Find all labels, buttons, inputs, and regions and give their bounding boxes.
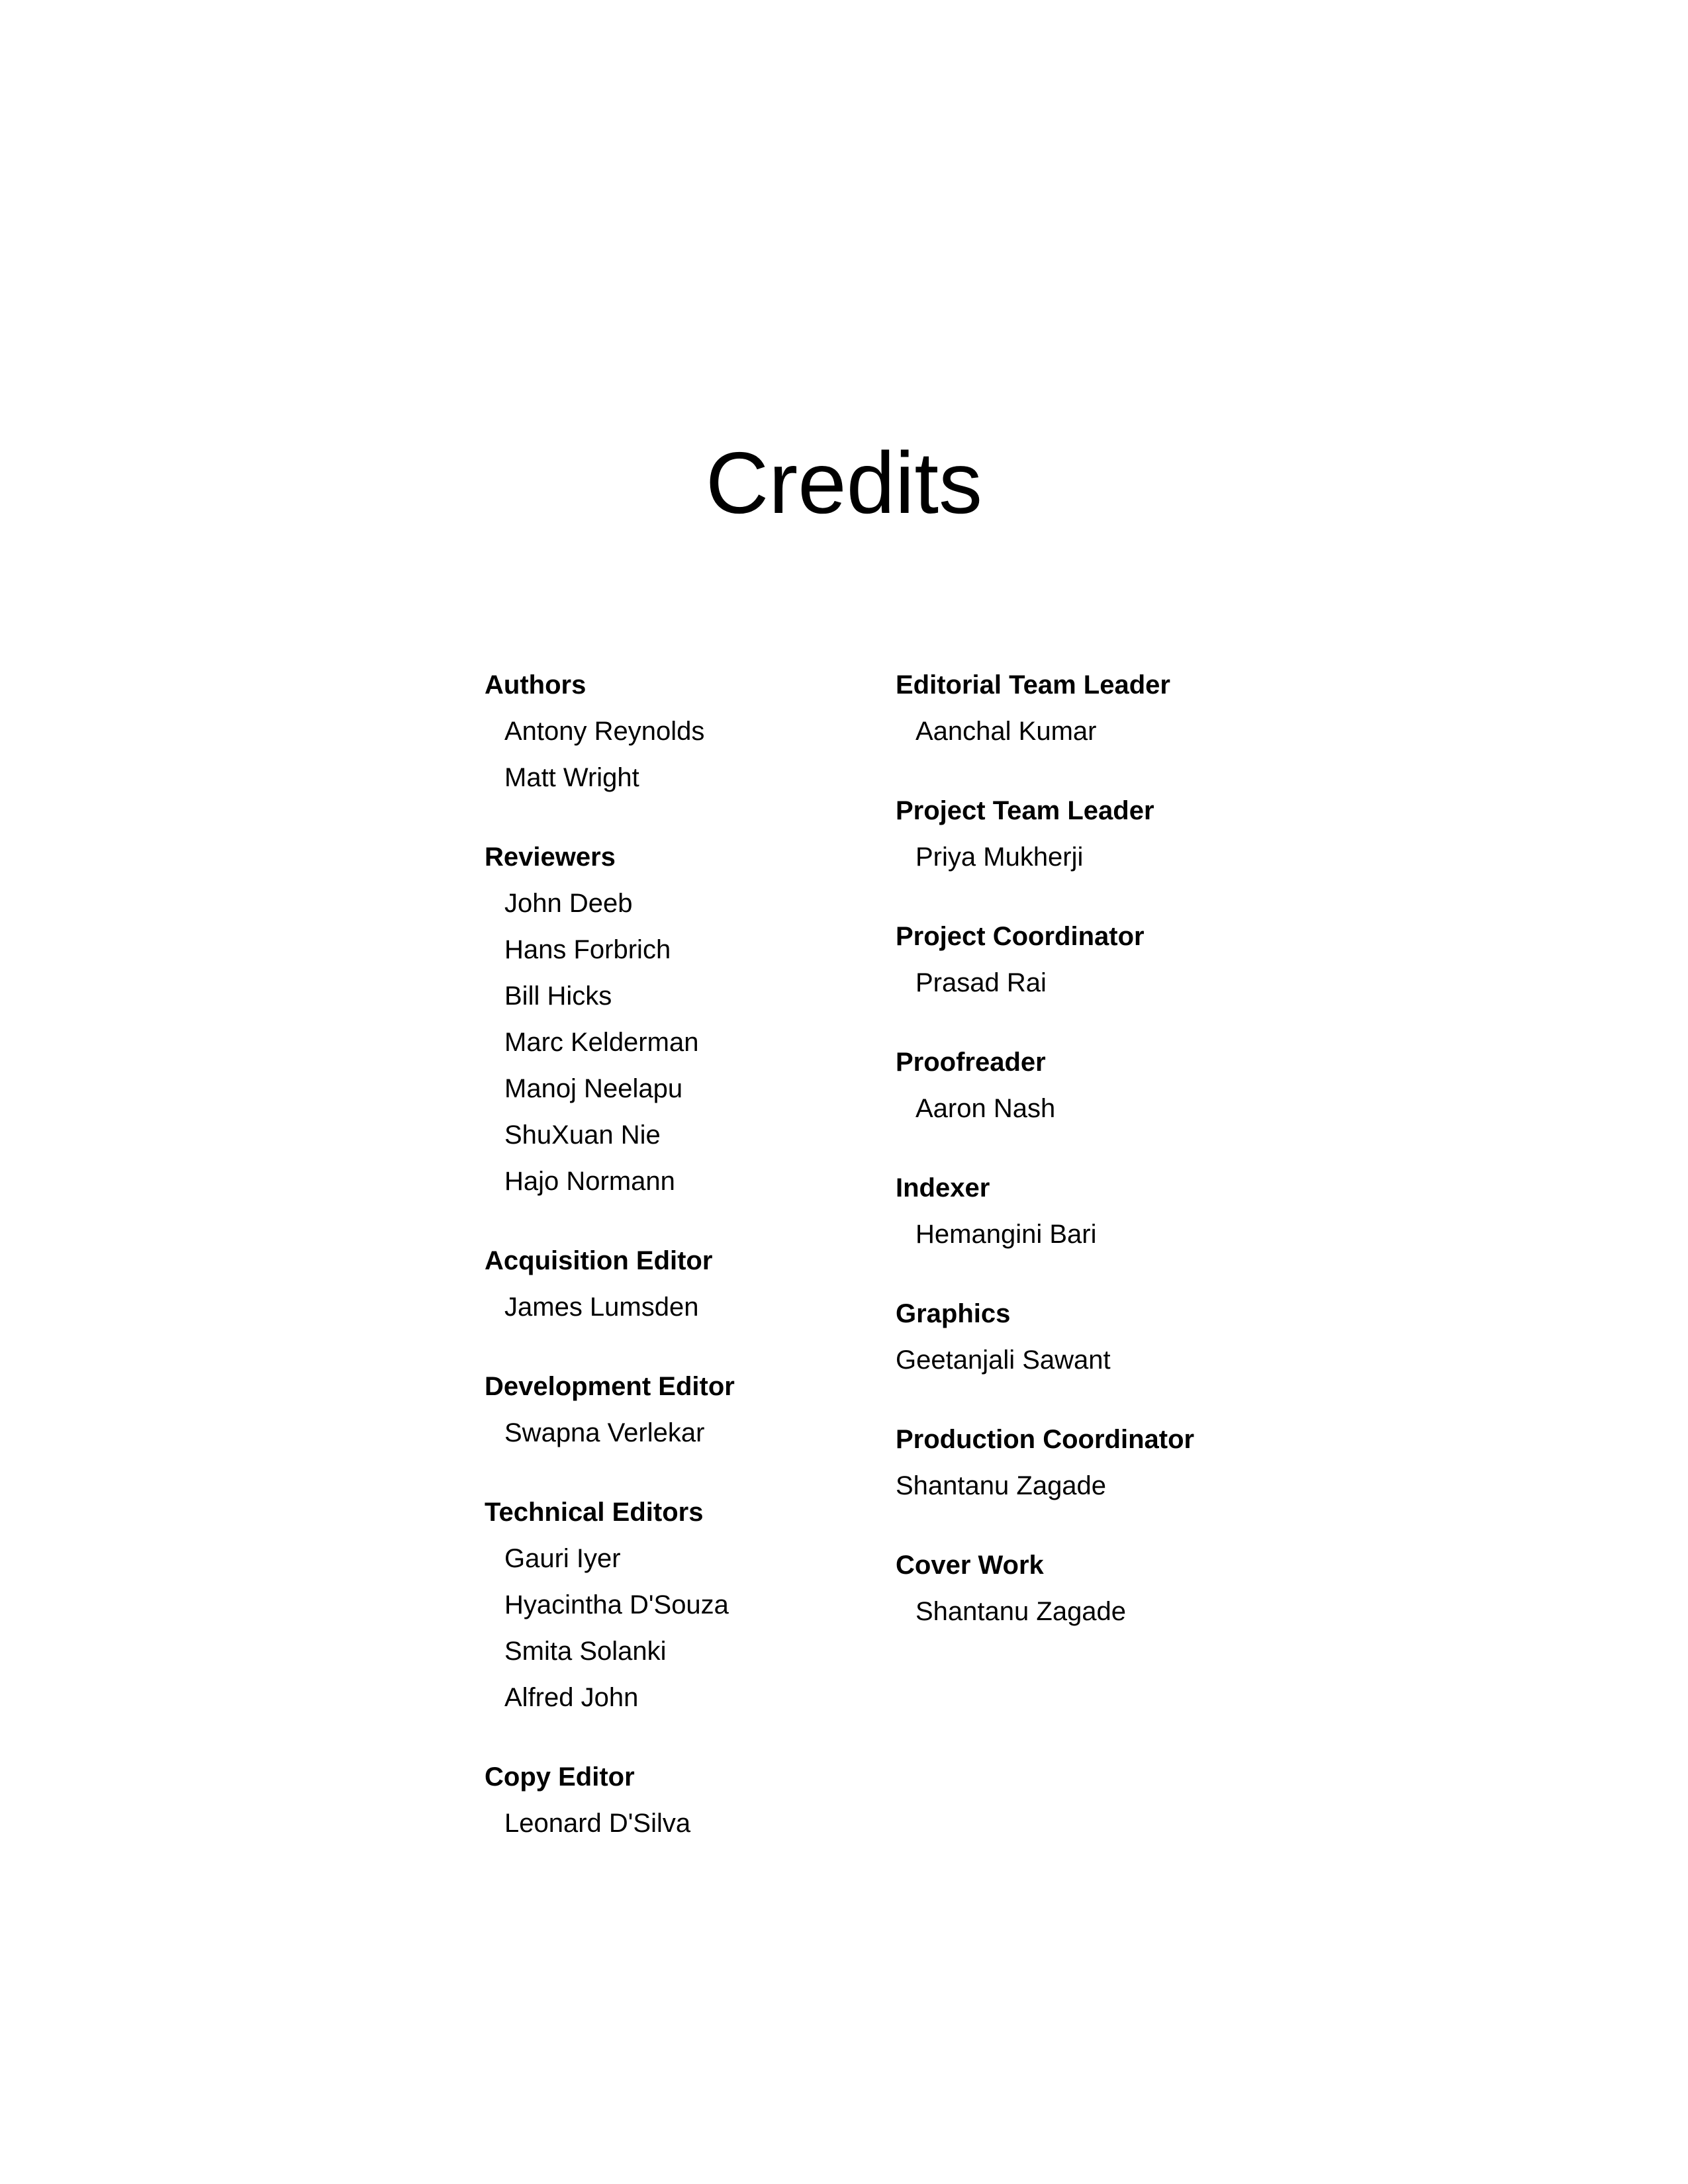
credit-name: Hemangini Bari xyxy=(915,1220,1097,1249)
credit-section-authors xyxy=(485,662,855,801)
credit-name: Aaron Nash xyxy=(915,1094,1056,1123)
credit-section-indexer xyxy=(896,1165,1319,1257)
credit-section-acquisition-editor xyxy=(485,1238,855,1330)
credit-name: Prasad Rai xyxy=(915,968,1047,997)
credit-name: James Lumsden xyxy=(504,1293,699,1322)
credits-left-column xyxy=(485,662,855,1880)
credit-section-project-coordinator xyxy=(896,913,1319,1006)
credit-name: Bill Hicks xyxy=(504,981,612,1011)
role-heading: Project Coordinator xyxy=(896,922,1145,951)
credit-name: Priya Mukherji xyxy=(915,842,1084,872)
credit-name: Aanchal Kumar xyxy=(915,717,1097,746)
role-heading: Copy Editor xyxy=(485,1762,635,1792)
credit-name: Geetanjali Sawant xyxy=(896,1345,1111,1375)
credit-name: Marc Kelderman xyxy=(504,1028,699,1057)
role-heading: Editorial Team Leader xyxy=(896,670,1170,700)
role-heading: Production Coordinator xyxy=(896,1425,1195,1454)
credit-name: Shantanu Zagade xyxy=(896,1471,1107,1500)
credit-section-project-team-leader xyxy=(896,788,1319,880)
credit-name: Leonard D'Silva xyxy=(504,1809,691,1838)
role-heading: Acquisition Editor xyxy=(485,1246,713,1275)
role-heading: Project Team Leader xyxy=(896,796,1154,825)
credit-name: Shantanu Zagade xyxy=(915,1597,1127,1626)
credit-section-graphics xyxy=(896,1291,1319,1383)
credit-section-production-coordinator xyxy=(896,1416,1319,1509)
credit-name: Smita Solanki xyxy=(504,1637,667,1666)
credit-name: Gauri Iyer xyxy=(504,1544,621,1573)
role-heading: Graphics xyxy=(896,1299,1011,1328)
credit-name: Hyacintha D'Souza xyxy=(504,1590,729,1619)
credit-section-copy-editor xyxy=(485,1754,855,1846)
credit-section-reviewers xyxy=(485,834,855,1205)
role-heading: Development Editor xyxy=(485,1372,735,1401)
page-title: Credits xyxy=(705,434,983,531)
credit-section-development-editor xyxy=(485,1363,855,1456)
credit-section-technical-editors xyxy=(485,1489,855,1721)
credit-name: Hajo Normann xyxy=(504,1167,675,1196)
credit-name: Hans Forbrich xyxy=(504,935,671,964)
credit-name: Matt Wright xyxy=(504,763,639,792)
credit-name: Antony Reynolds xyxy=(504,717,705,746)
credit-name: John Deeb xyxy=(504,889,633,918)
role-heading: Indexer xyxy=(896,1173,990,1203)
credit-section-editorial-team-leader xyxy=(896,662,1319,754)
credit-section-cover-work xyxy=(896,1542,1319,1635)
credit-name: Swapna Verlekar xyxy=(504,1418,705,1447)
credit-name: ShuXuan Nie xyxy=(504,1120,661,1150)
role-heading: Cover Work xyxy=(896,1551,1044,1580)
credit-name: Alfred John xyxy=(504,1683,639,1712)
credit-section-proofreader xyxy=(896,1039,1319,1132)
role-heading: Technical Editors xyxy=(485,1498,704,1527)
role-heading: Proofreader xyxy=(896,1048,1046,1077)
credit-name: Manoj Neelapu xyxy=(504,1074,683,1103)
credits-right-column xyxy=(896,662,1319,1668)
role-heading: Reviewers xyxy=(485,842,616,872)
role-heading: Authors xyxy=(485,670,586,700)
